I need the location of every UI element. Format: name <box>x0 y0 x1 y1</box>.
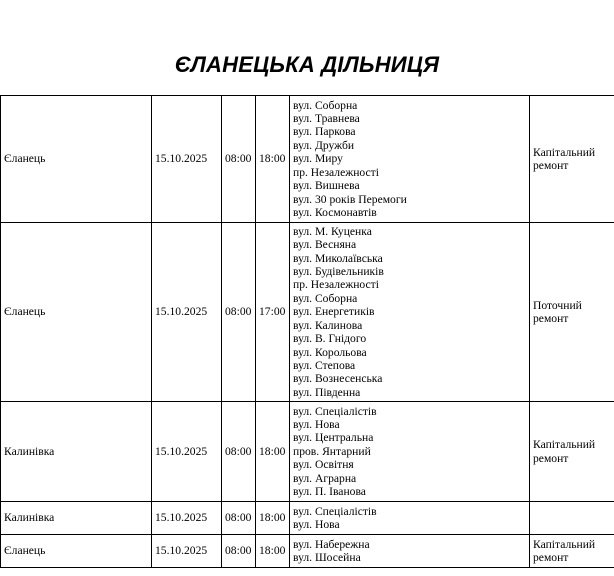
settlement-cell: Єланець <box>1 96 152 223</box>
street-item: вул. Шосейна <box>293 551 361 564</box>
street-item: пров. Янтарний <box>293 444 371 458</box>
street-item: вул. Південна <box>293 385 361 399</box>
start-time-cell: 08:00 <box>222 402 256 502</box>
street-item: вул. Вишнева <box>293 179 360 193</box>
street-item: вул. Соборна <box>293 98 358 112</box>
start-time-cell: 08:00 <box>222 96 256 223</box>
date-cell: 15.10.2025 <box>152 502 222 535</box>
page-title: ЄЛАНЕЦЬКА ДІЛЬНИЦЯ <box>174 52 440 77</box>
settlement-cell: Калинівка <box>1 502 152 535</box>
street-item: вул. Спеціалістів <box>293 404 377 418</box>
end-time-cell: 18:00 <box>256 402 290 502</box>
date-cell: 15.10.2025 <box>152 402 222 502</box>
streets-cell <box>290 502 530 535</box>
settlement-cell: Єланець <box>1 223 152 402</box>
work-type-cell: Капітальний ремонт <box>530 96 614 223</box>
street-item: вул. М. Куценка <box>293 224 372 238</box>
street-item: вул. Енергетиків <box>293 305 375 319</box>
street-item: вул. Будівельників <box>293 265 384 279</box>
street-item: вул. Аграрна <box>293 471 357 485</box>
street-item: вул. Нова <box>293 417 340 431</box>
street-item: вул. В. Гнідого <box>293 332 367 346</box>
street-item: пр. Незалежності <box>293 278 379 292</box>
street-item: вул. П. Іванова <box>293 485 366 499</box>
street-item: вул. Космонавтів <box>293 205 377 219</box>
work-type-cell: Капітальний ремонт <box>530 402 614 502</box>
end-time-cell: 17:00 <box>256 223 290 402</box>
table-row <box>1 96 614 223</box>
start-time-cell: 08:00 <box>222 502 256 535</box>
street-item: вул. Набережна <box>293 537 370 551</box>
streets-cell <box>290 535 530 568</box>
end-time-cell: 18:00 <box>256 96 290 223</box>
street-item: вул. Паркова <box>293 125 356 139</box>
work-type-cell: Капітальний ремонт <box>530 535 614 568</box>
street-item: вул. Соборна <box>293 291 358 305</box>
street-item: вул. Травнева <box>293 112 360 126</box>
street-item: вул. 30 років Перемоги <box>293 192 407 206</box>
end-time-cell: 18:00 <box>256 502 290 535</box>
streets-cell <box>290 223 530 402</box>
street-item: вул. Вознесенська <box>293 372 383 386</box>
table-row <box>1 502 614 535</box>
table-row <box>1 402 614 502</box>
date-cell: 15.10.2025 <box>152 535 222 568</box>
date-cell: 15.10.2025 <box>152 96 222 223</box>
street-item: вул. Спеціалістів <box>293 504 377 518</box>
table-row <box>1 223 614 402</box>
street-item: вул. Миру <box>293 152 343 166</box>
start-time-cell: 08:00 <box>222 223 256 402</box>
work-type-cell: Поточний ремонт <box>530 223 614 402</box>
settlement-cell: Калинівка <box>1 402 152 502</box>
street-item: вул. Калинова <box>293 318 363 332</box>
street-item: вул. Корольова <box>293 345 367 359</box>
end-time-cell: 18:00 <box>256 535 290 568</box>
street-item: вул. Дружби <box>293 138 355 152</box>
street-item: вул. Освітня <box>293 458 354 472</box>
streets-cell <box>290 402 530 502</box>
table-row <box>1 535 614 568</box>
start-time-cell: 08:00 <box>222 535 256 568</box>
outage-schedule-table <box>0 95 614 568</box>
street-item: вул. Центральна <box>293 431 374 445</box>
street-item: вул. Миколаївська <box>293 251 383 265</box>
street-item: вул. Весняна <box>293 238 357 252</box>
settlement-cell: Єланець <box>1 535 152 568</box>
table-body <box>1 96 614 568</box>
street-item: вул. Нова <box>293 518 340 531</box>
street-item: пр. Незалежності <box>293 165 379 179</box>
streets-cell <box>290 96 530 223</box>
date-cell: 15.10.2025 <box>152 223 222 402</box>
work-type-cell <box>530 502 614 535</box>
street-item: вул. Степова <box>293 358 356 372</box>
